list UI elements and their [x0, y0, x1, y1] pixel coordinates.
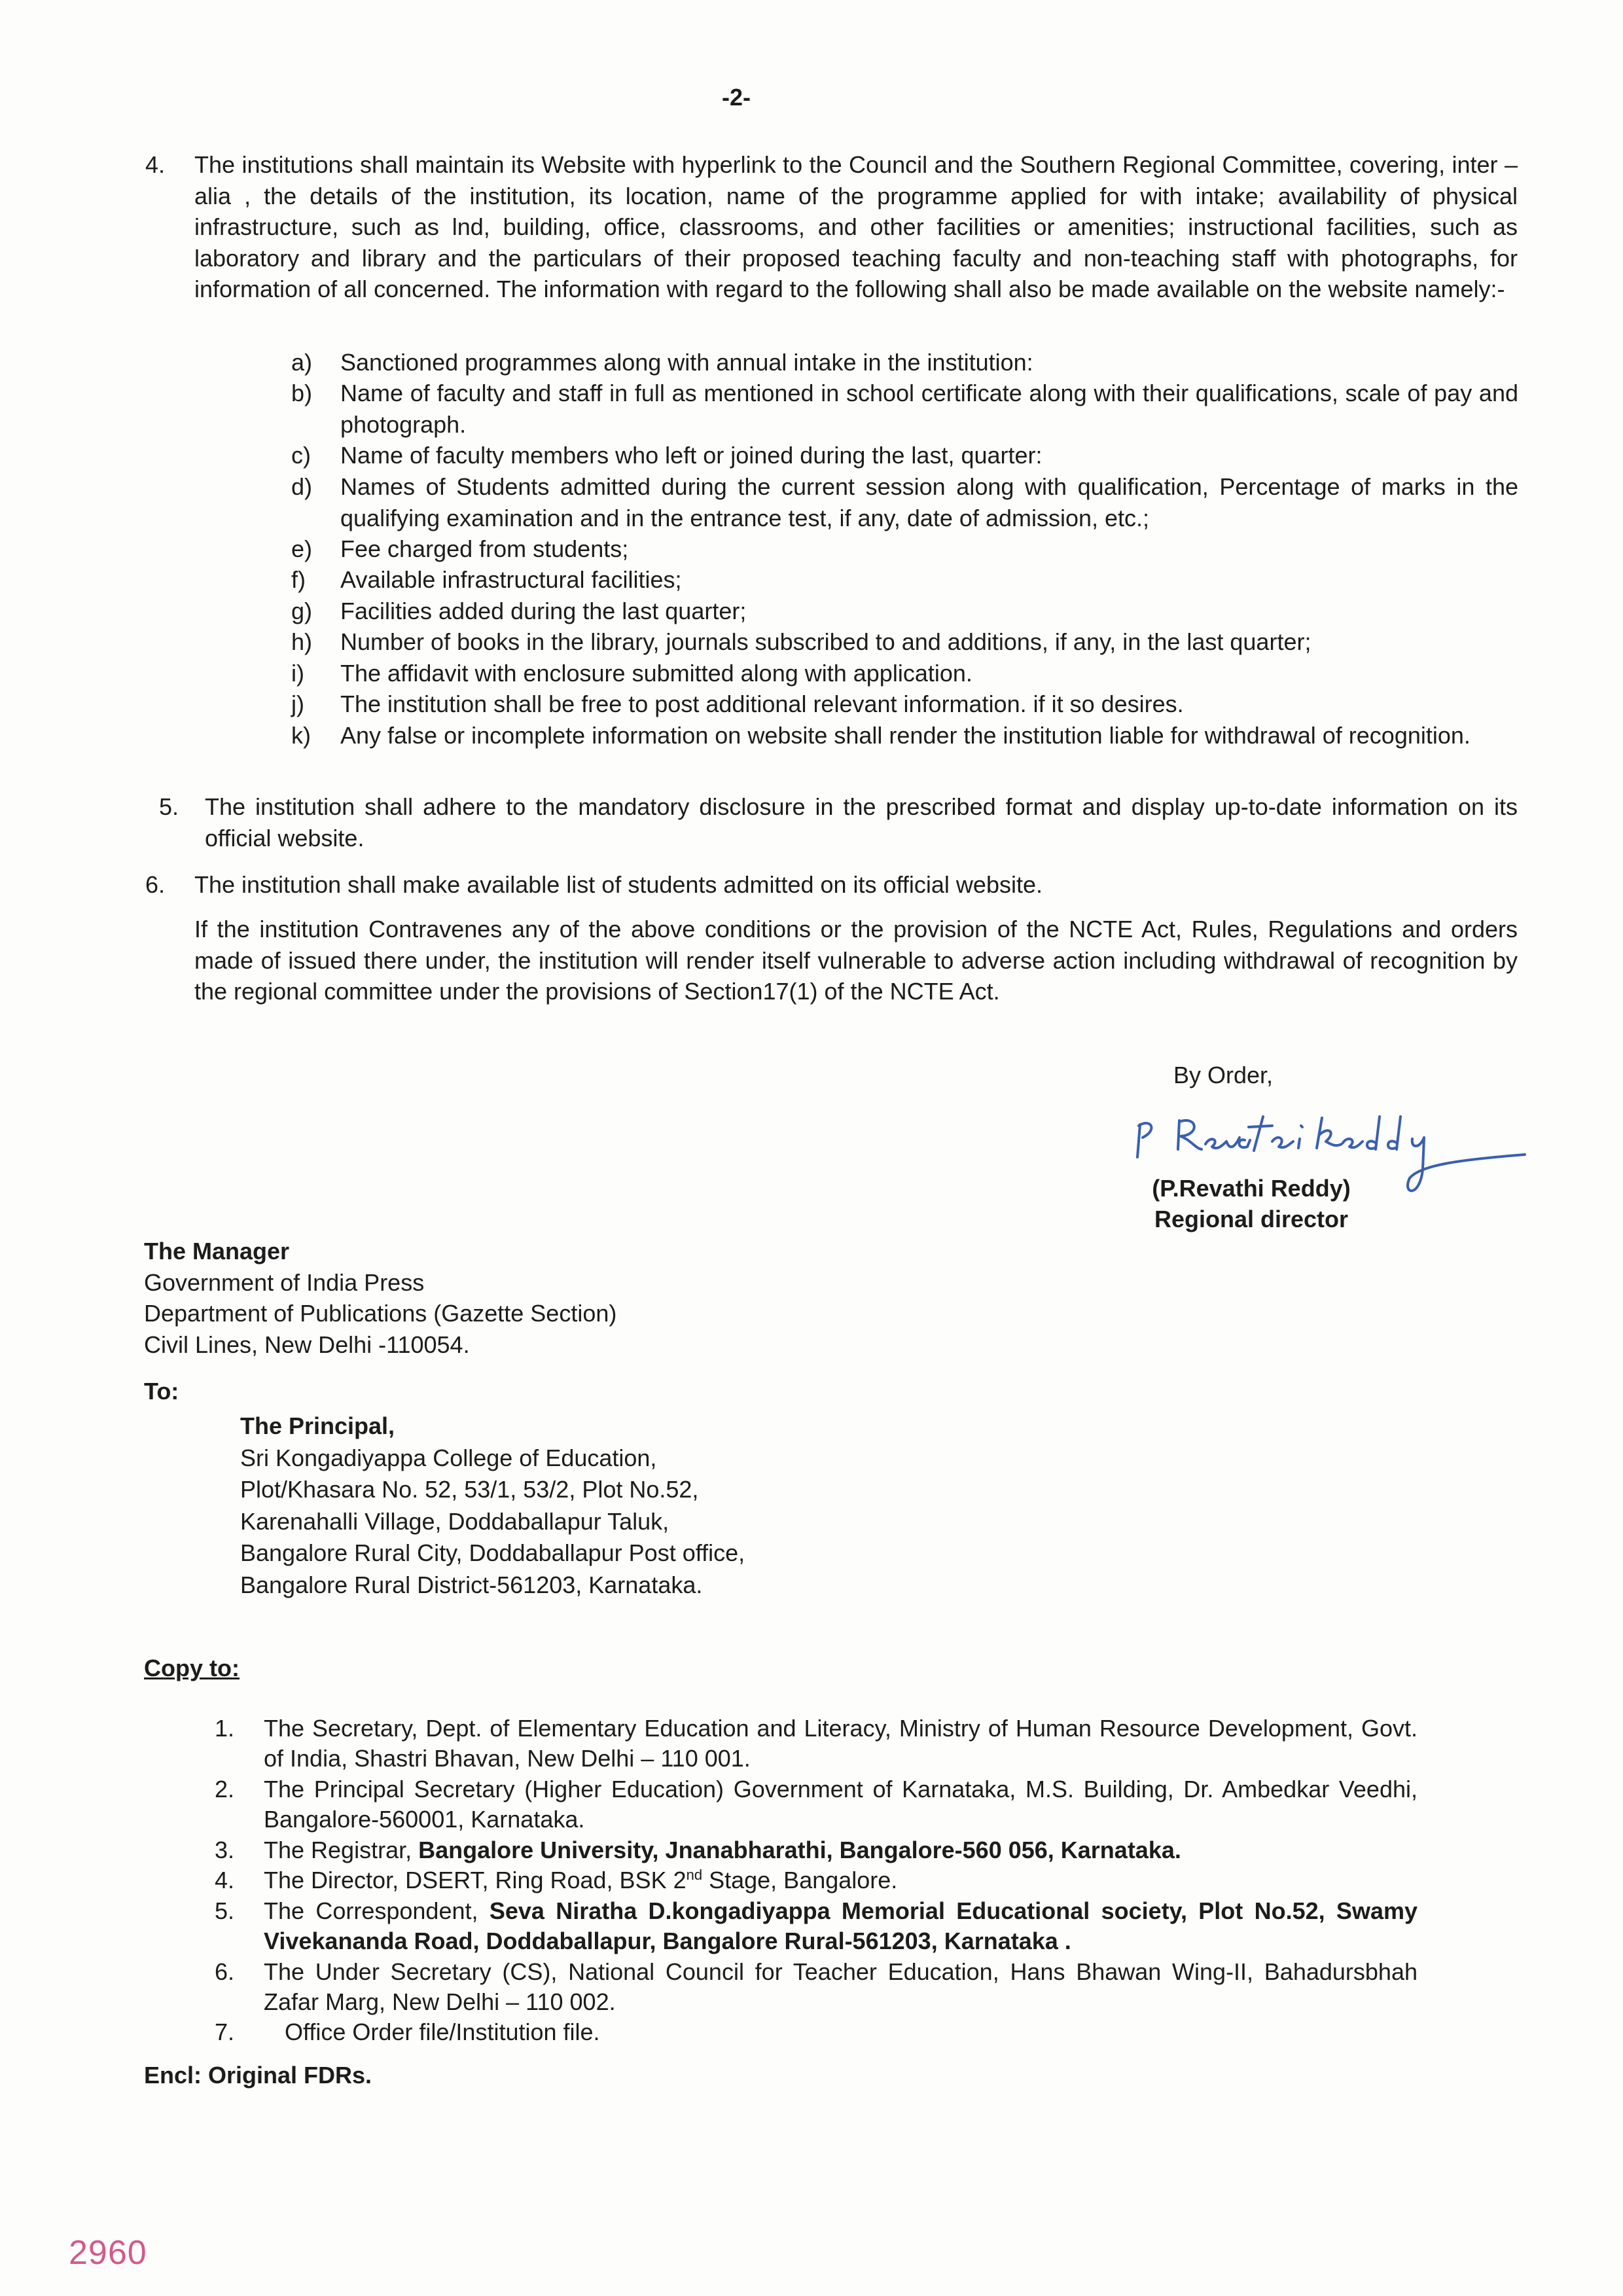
list-item-a [291, 347, 1518, 378]
item-text: The Director, DSERT, Ring Road, BSK 2 [264, 1867, 687, 1893]
signatory-name: (P.Revathi Reddy) [1152, 1175, 1351, 1202]
item-text-bold: Bangalore University, Jnanabharathi, Bangalore-560 056, Karnataka. [418, 1837, 1181, 1863]
item-text: The Correspondent, [264, 1897, 490, 1924]
list-letter: e) [291, 535, 313, 562]
list-letter: k) [291, 722, 311, 749]
principal-title: The Principal, [240, 1412, 395, 1439]
list-item-k [291, 720, 1518, 751]
paragraph-number: 5. [159, 793, 179, 820]
copy-to-item-4 [215, 1865, 1418, 1895]
item-text: The Registrar, [264, 1837, 419, 1863]
list-item-d [291, 471, 1518, 533]
copy-to-item-7 [215, 2017, 1438, 2047]
item-text: The Secretary, Dept. of Elementary Education and Literacy, Ministry of Human Resource Development, Govt. of India, Shastri Bhavan, New Delhi – 110 001. [264, 1715, 1418, 1772]
list-item-j [291, 689, 1518, 720]
address-line: Sri Kongadiyappa College of Education, [240, 1444, 657, 1471]
list-letter: i) [291, 660, 304, 687]
list-letter: a) [291, 349, 313, 376]
page-number: -2- [722, 84, 751, 111]
manager-address [144, 1236, 616, 1360]
item-number: 7. [215, 2018, 235, 2045]
list-item-c [291, 440, 1518, 471]
list-text: Names of Students admitted during the current session along with qualification, Percentage of marks in the qualifying examination and in the entrance test, if any, date of admission, etc.; [340, 473, 1518, 531]
item-text: The Under Secretary (CS), National Council for Teacher Education, Hans Bhawan Wing-II, Bahadursbhah Zafar Marg, New Delhi – 110 002. [264, 1958, 1418, 2015]
paragraph-text: The institution shall make available list of students admitted on its official website. [194, 871, 1043, 898]
item-text: Office Order file/Institution file. [285, 2018, 600, 2045]
list-item-g [291, 596, 1518, 627]
by-order-label: By Order, [1173, 1062, 1274, 1088]
list-text: The affidavit with enclosure submitted along with application. [340, 660, 972, 687]
list-item-f [291, 564, 1518, 596]
list-letter: g) [291, 598, 313, 624]
paragraph-text: The institutions shall maintain its Website with hyperlink to the Council and the Southern Regional Committee, covering, inter –alia , the details of the institution, its location, name of the programme applied for with intake; availability of physical infrastructure, such as lnd, building, office, classrooms, and other facilities or amenities; instructional facilities, such as laboratory and library and the particulars of their proposed teaching faculty and non-teaching staff with photographs, for information of all concerned. The information with regard to the following shall also be made available on the website namely:- [194, 151, 1518, 302]
signatory-block [1127, 1173, 1376, 1234]
address-line: Department of Publications (Gazette Section) [144, 1300, 617, 1327]
signatory-title: Regional director [1154, 1206, 1349, 1232]
list-text: Sanctioned programmes along with annual intake in the institution: [340, 349, 1033, 376]
address-line: Bangalore Rural District-561203, Karnataka. [240, 1571, 703, 1598]
paragraph-number: 4. [145, 151, 166, 178]
address-line: Karenahalli Village, Doddaballapur Taluk, [240, 1507, 669, 1535]
list-item-e [291, 533, 1518, 565]
list-text: Available infrastructural facilities; [340, 566, 682, 593]
address-line: Bangalore Rural City, Doddaballapur Post office, [240, 1539, 745, 1566]
item-number: 2. [215, 1776, 235, 1803]
copy-to-item-5 [215, 1896, 1418, 1956]
closing-paragraph: If the institution Contravenes any of the above conditions or the provision of the NCTE Act, Rules, Regulations and orders made of issued there under, the institution will render itself vulnerable to adverse action including withdrawal of recognition by the regional committee under the provisions of Section17(1) of the NCTE Act. [194, 916, 1518, 1005]
list-letter: d) [291, 473, 313, 500]
list-letter: j) [291, 691, 304, 717]
item-number: 3. [215, 1837, 235, 1863]
copy-to-item-6 [215, 1957, 1418, 2017]
item-text: The Principal Secretary (Higher Education) Government of Karnataka, M.S. Building, Dr. Ambedkar Veedhi, Bangalore-560001, Karnataka. [264, 1776, 1418, 1833]
address-line: Government of India Press [144, 1268, 425, 1296]
list-letter: b) [291, 380, 313, 406]
list-item-b [291, 378, 1518, 440]
paragraph-4 [145, 149, 1518, 305]
list-item-h [291, 626, 1518, 658]
item-number: 6. [215, 1958, 235, 1985]
manager-title: The Manager [144, 1238, 290, 1265]
paragraph-6 [145, 869, 1518, 901]
item-number: 1. [215, 1715, 235, 1742]
list-letter: c) [291, 442, 311, 469]
page-stamp-number: 2960 [69, 2234, 147, 2272]
copy-to-item-3 [215, 1835, 1418, 1865]
item-text: Stage, Bangalore. [702, 1867, 898, 1893]
item-number: 4. [215, 1867, 235, 1893]
principal-address [240, 1410, 745, 1601]
copy-to-label: Copy to: [144, 1655, 240, 1681]
list-text: Name of faculty and staff in full as mentioned in school certificate along with their qualifications, scale of pay and photograph. [340, 380, 1518, 438]
address-line: Civil Lines, New Delhi -110054. [144, 1331, 470, 1358]
list-letter: h) [291, 628, 313, 655]
list-text: Name of faculty members who left or joined during the last, quarter: [340, 442, 1043, 469]
list-text: Fee charged from students; [340, 535, 629, 562]
item-number: 5. [215, 1897, 235, 1924]
list-text: Any false or incomplete information on website shall render the institution liable for withdrawal of recognition. [340, 722, 1471, 749]
enclosure-note: Encl: Original FDRs. [144, 2062, 372, 2089]
paragraph-number: 6. [145, 871, 166, 898]
paragraph-text: The institution shall adhere to the mandatory disclosure in the prescribed format and display up-to-date information on its official website. [205, 793, 1518, 852]
address-line: Plot/Khasara No. 52, 53/1, 53/2, Plot No.52, [240, 1476, 699, 1503]
copy-to-item-2 [215, 1774, 1418, 1835]
ordinal-suffix: nd [686, 1867, 703, 1883]
list-letter: f) [291, 566, 306, 593]
list-text: Facilities added during the last quarter; [340, 598, 747, 624]
paragraph-5 [159, 791, 1518, 853]
list-text: Number of books in the library, journals subscribed to and additions, if any, in the last quarter; [340, 628, 1311, 655]
item-text-bold: Seva Niratha D.kongadiyappa Memorial Educational society, Plot No.52, Swamy Vivekananda Road, Doddaballapur, Bangalore Rural-561203, Karnataka . [264, 1897, 1418, 1954]
to-label: To: [144, 1378, 179, 1405]
list-text: The institution shall be free to post additional relevant information. if it so desires. [340, 691, 1184, 717]
copy-to-item-1 [215, 1713, 1418, 1774]
list-item-i [291, 658, 1518, 689]
